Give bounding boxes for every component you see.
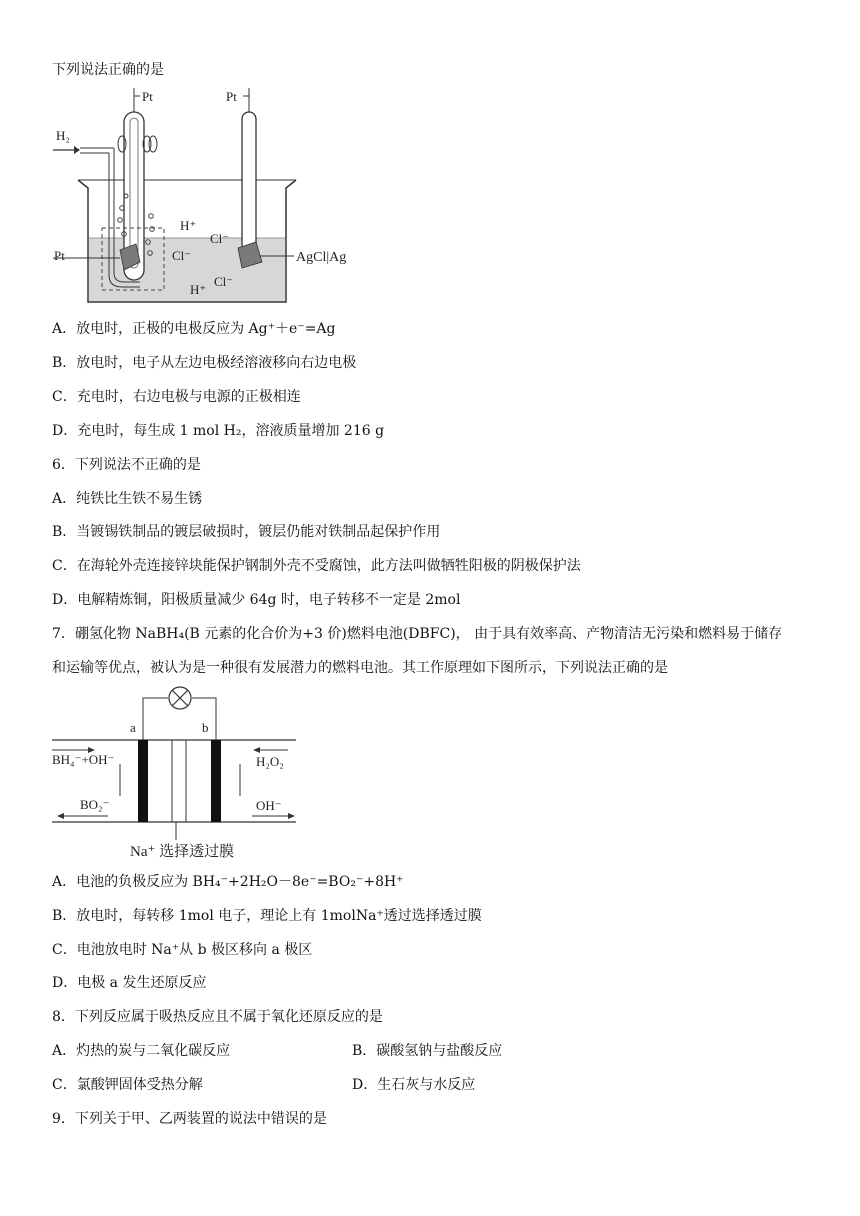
q7-stem-line1: 7．硼氢化物 NaBH₄(B 元素的化合价为+3 价)燃料电池(DBFC)， 由于具有效率高、产物清洁无污染和燃料易于储存	[52, 626, 783, 642]
q5-option-b: B．放电时，电子从左边电极经溶液移向右边电极	[52, 355, 357, 371]
q7-option-a: A．电池的负极反应为 BH₄⁻+2H₂O－8e⁻=BO₂⁻+8H⁺	[52, 874, 404, 890]
q7-option-c: C．电池放电时 Na⁺从 b 极区移向 a 极区	[52, 942, 313, 958]
q6-option-b: B．当镀锡铁制品的镀层破损时，镀层仍能对铁制品起保护作用	[52, 524, 441, 540]
q8-option-a: A．灼热的炭与二氧化碳反应	[52, 1043, 231, 1059]
q6-option-d: D．电解精炼铜，阳极质量减少 64g 时，电子转移不一定是 2mol	[52, 592, 461, 608]
q5-pt-left-label: Pt	[54, 248, 65, 263]
q7-right-out-label: OH⁻	[256, 798, 282, 813]
q8-option-c: C．氯酸钾固体受热分解	[52, 1077, 203, 1093]
q6-option-c: C．在海轮外壳连接锌块能保护钢制外壳不受腐蚀，此方法叫做牺牲阳极的阴极保护法	[52, 558, 581, 574]
q5-ion-cl-minus: Cl⁻	[172, 248, 192, 263]
q5-cell-figure	[50, 88, 370, 308]
q7-option-d: D．电极 a 发生还原反应	[52, 975, 207, 991]
q5-ion-h-plus: H⁺	[190, 282, 207, 297]
q9-stem: 9．下列关于甲、乙两装置的说法中错误的是	[52, 1111, 327, 1127]
q5-stem: 下列说法正确的是	[52, 62, 164, 78]
q6-stem: 6．下列说法不正确的是	[52, 457, 201, 473]
q5-option-a: A．放电时，正极的电极反应为 Ag⁺＋e⁻=Ag	[52, 321, 336, 337]
q5-option-d: D．充电时，每生成 1 mol H₂，溶液质量增加 216 g	[52, 423, 385, 439]
q5-ion-cl-minus: Cl⁻	[210, 231, 230, 246]
q7-left-in-label: BH₄⁻+OH⁻	[52, 752, 115, 767]
q6-option-a: A．纯铁比生铁不易生锈	[52, 491, 203, 507]
q8-option-b: B．碳酸氢钠与盐酸反应	[352, 1043, 503, 1059]
q7-stem-line2: 和运输等优点，被认为是一种很有发展潜力的燃料电池。其工作原理如下图所示，下列说法正确的是	[52, 660, 668, 676]
q7-left-out-label: BO₂⁻	[80, 797, 110, 812]
q5-pt-top-right-label: Pt	[226, 89, 237, 104]
q7-label-b: b	[202, 720, 209, 735]
q7-label-a: a	[130, 720, 136, 735]
q5-ion-cl-minus: Cl⁻	[214, 274, 234, 289]
q5-agcl-ag-label: AgCl|Ag	[296, 250, 347, 265]
q7-right-in-label: H₂O₂	[256, 754, 284, 769]
q5-pt-top-left-label: Pt	[142, 89, 153, 104]
q7-membrane-label: Na⁺ 选择透过膜	[130, 844, 235, 860]
q5-option-c: C．充电时，右边电极与电源的正极相连	[52, 389, 301, 405]
q5-h2-label: H₂	[56, 128, 70, 143]
q8-stem: 8．下列反应属于吸热反应且不属于氧化还原反应的是	[52, 1009, 383, 1025]
q8-option-d: D．生石灰与水反应	[352, 1077, 476, 1093]
q5-ion-h-plus: H⁺	[180, 218, 197, 233]
q7-option-b: B．放电时，每转移 1mol 电子，理论上有 1molNa⁺透过选择透过膜	[52, 908, 482, 924]
q7-fuel-cell-figure	[50, 682, 310, 862]
